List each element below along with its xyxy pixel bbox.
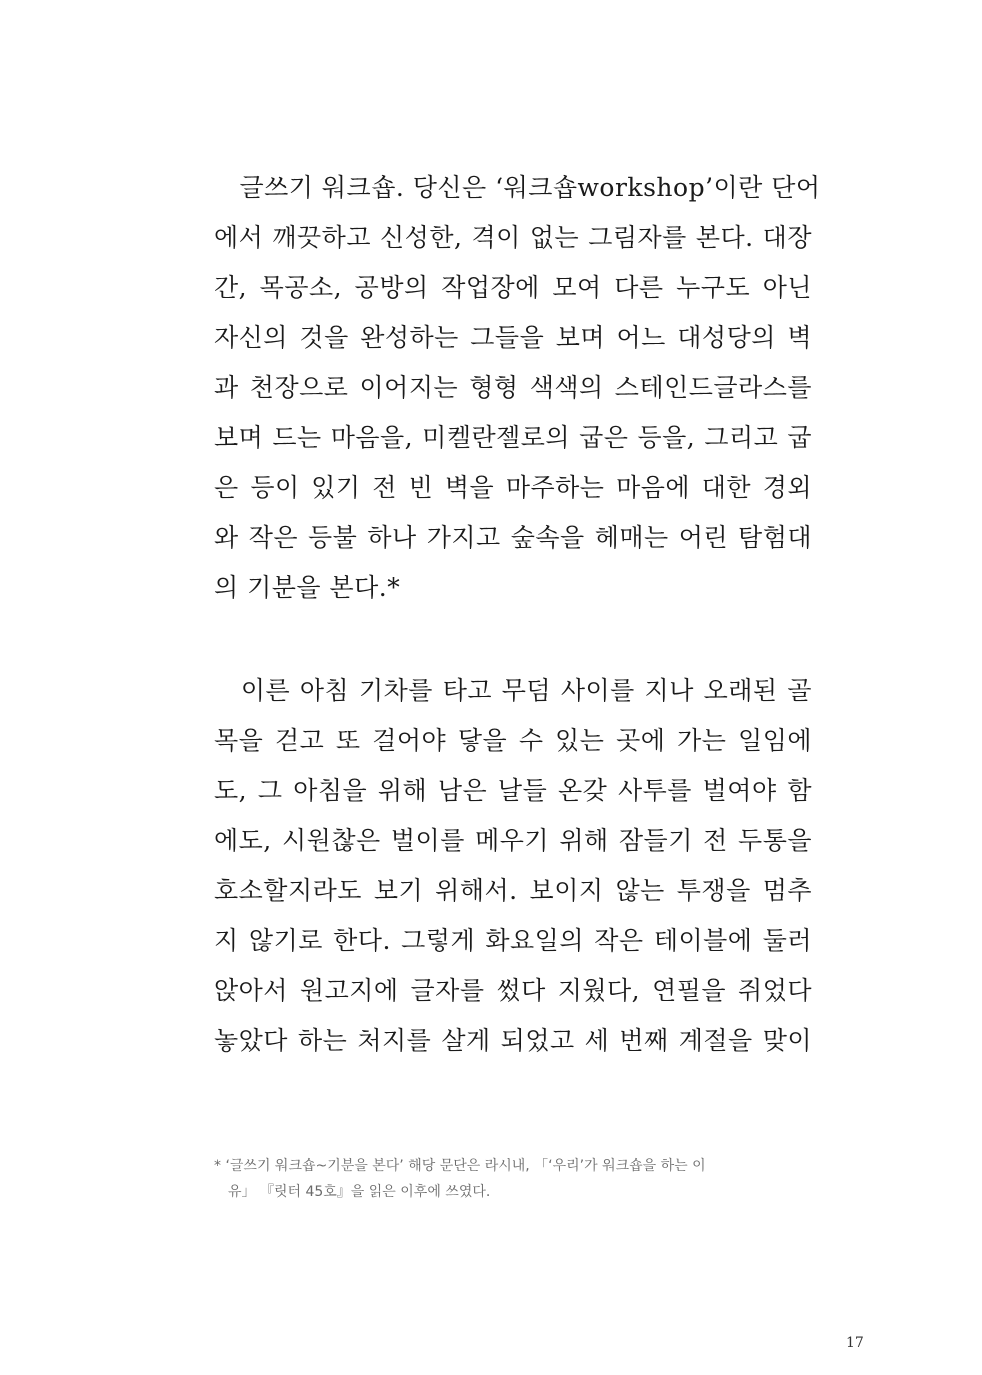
footnote	[214, 1153, 814, 1205]
text-line: 과 천장으로 이어지는 형형 색색의 스테인드글라스를	[214, 373, 812, 402]
text-line: 자신의 것을 완성하는 그들을 보며 어느 대성당의 벽	[214, 323, 812, 352]
text-line: 에서 깨끗하고 신성한, 격이 없는 그림자를 본다. 대장	[214, 223, 812, 252]
text-line: 지 않기로 한다. 그렇게 화요일의 작은 테이블에 둘러	[214, 926, 812, 955]
body-paragraph-2	[214, 666, 812, 1066]
text-line: 도, 그 아침을 위해 남은 날들 온갖 사투를 벌여야 함	[214, 776, 812, 805]
text-line: 목을 걷고 또 걸어야 닿을 수 있는 곳에 가는 일임에	[214, 726, 812, 755]
text-line: 놓았다 하는 처지를 살게 되었고 세 번째 계절을 맞이	[214, 1026, 812, 1055]
text-line: 이른 아침 기차를 타고 무덤 사이를 지나 오래된 골	[214, 676, 812, 705]
text-line: 의 기분을 본다.*	[214, 573, 401, 602]
page-number: 17	[846, 1335, 864, 1351]
text-line: 와 작은 등불 하나 가지고 숲속을 헤매는 어린 탐험대	[214, 523, 812, 552]
footnote-line-2: 유」 『릿터 45호』을 읽은 이후에 쓰였다.	[228, 1184, 491, 1200]
text-line: 글쓰기 워크숍. 당신은 ‘워크숍workshop’이란 단어	[214, 173, 821, 202]
text-line: 에도, 시원찮은 벌이를 메우기 위해 잠들기 전 두통을	[214, 826, 812, 855]
text-line: 간, 목공소, 공방의 작업장에 모여 다른 누구도 아닌	[214, 273, 812, 302]
text-line: 보며 드는 마음을, 미켈란젤로의 굽은 등을, 그리고 굽	[214, 423, 812, 452]
text-line: 호소할지라도 보기 위해서. 보이지 않는 투쟁을 멈추	[214, 876, 812, 905]
text-line: 은 등이 있기 전 빈 벽을 마주하는 마음에 대한 경외	[214, 473, 812, 502]
text-line: 앉아서 원고지에 글자를 썼다 지웠다, 연필을 쥐었다	[214, 976, 812, 1005]
body-paragraph-1	[214, 163, 821, 613]
footnote-line-1: * ‘글쓰기 워크숍~기분을 본다’ 해당 문단은 라시내, 「‘우리’가 워크숍을 하는 이	[214, 1158, 706, 1174]
